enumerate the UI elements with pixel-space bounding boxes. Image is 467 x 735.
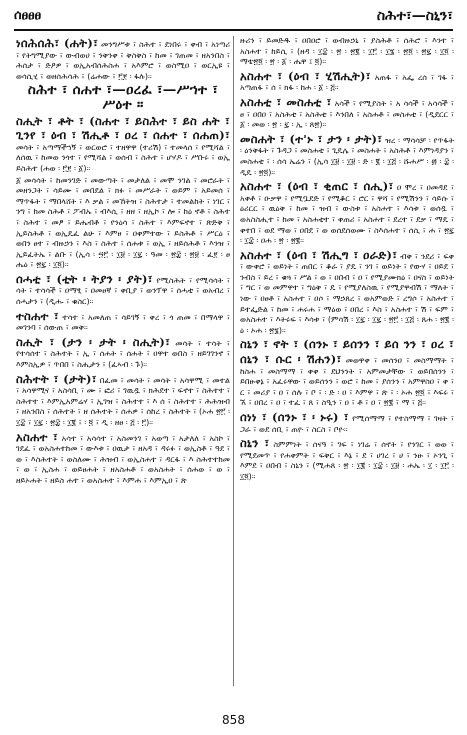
- entry-headword: ሰነነ ፣ (ሰንኑ ፣ ፡ ኑሩ) ፣: [240, 410, 349, 424]
- entry-headword: ስኒን ፣: [240, 436, 270, 451]
- entry-definition: በፈመ ፣ መሳት ፣ መሳት ፣ አሳዋሚ ፣ መተል ፣ አሳዋሚና ፣ አስሳቢ ፣ ሙ ፣ ፎሪ ፣ ገዉዷ ፣ ክሕደተ ፣ ፍኖተ ፣ ስሕተተ ፣ ስሕተተ ፣ እምኢአምሬሃ ፣ ኢገዝ ፣ ስሕተተ ፣ እ ሰ ፣ ስሕተተ ፣ ሕሕዝብ ፣ ዘአንበስ ፣ ሰሕተት ፣ ዘ ሰሕተት ፣ ሰሐዎ ፣ ሰከረ ፣ ስሕተት ፣ (ኦሐ ፳፫ ፡ ፲፰ ፣ ፲፯ ፡ ፳፰ ፡ ፲፪ ፣ ፡ ፬ ፣ ዲ ፡ ዘፀ ፡ ፭ ፡ ፫)።: [16, 375, 230, 427]
- entry-definition: የሚስሕት ፣ የሚሳሳት ፣ ሳት ፣ ተሳሳች ፣ ዐማፂ ፣ ዐመፀኛ ፣ ቀቢያ ፣ ወንፕዋ ፣ ሰሓቲ ፣ ወአብረ ፣ ሰሓታን ፣ (ዲሑ ፣ ቁስር)።: [16, 275, 230, 307]
- dictionary-entry: [240, 337, 454, 409]
- entry-headword: ሰሓቲ ፣ (ቲት ፡ ትያን ፡ ያት)፣: [16, 271, 153, 286]
- entry-headword: መስሐት ፣ (ተ'ኑ ፣ ታን ፡ ታት)፣: [240, 131, 383, 146]
- entry-headword: ተስሐተ ፣: [16, 308, 59, 323]
- entry-definition: አጠፋ ፣ አፌ ረሰ ፣ ገፋ ፣ አጣጠፋ ፣ ሰ ፣ ክፋ ፡ ከሐ ፡ ፩ ፡ ፭።: [240, 72, 454, 93]
- page-number: 858: [222, 713, 245, 727]
- dictionary-entry: [16, 176, 230, 271]
- entry-definition: መንግሥቱ ፣ ስሕተ ፣ ደነበሩ ፣ ቀብ ፣ አነጣሪ ፣ የትግሚያው ፣ ውብወሀ ፣ ንቅንቀ ፣ ቅስቅስ ፣ ከመ ፣ ገጠመ ፣ ዘአንበስ ፣ ሕሰታ ፣ ድዖዎ ፣ ወኢአብሰሕስሐ ፣ አእምሮ ፣ ወስሚዐ ፣ ወርኢዩ ፣ ወሳሲሂ ፣ ወዘሰሕሳሕ ፣ (ሬሐው ፣ ፫፻ ፡ ፋሉ)።: [16, 40, 230, 81]
- page-header: [14, 6, 453, 30]
- entry-headword: ስሕተ ፣ ሰሐተ ፣—ዐረፈ ፣—ሥኀተ ፣ ሥዕተ ።: [27, 82, 219, 113]
- entry-headword: ስሒት ፣ (ታን ፡ ታት ፡ ስሒት)፣: [16, 334, 171, 349]
- dictionary-entry: [240, 410, 454, 435]
- entry-headword: አስሐቲ ፣ መስሐቲ ፣: [240, 94, 332, 109]
- dictionary-entry: [16, 430, 230, 487]
- entry-headword: አስሐተ ፣ (ዕብ ፣ ቂጠር ፣ ሰሒ)፣: [240, 179, 394, 194]
- left-column: [16, 36, 230, 686]
- dictionary-entry: [240, 436, 454, 482]
- column-divider: [233, 36, 234, 686]
- dictionary-entry: [240, 69, 454, 94]
- entry-definition: ስምምነት ፣ ሰናዓ ፣ ገፍ ፣ ነገሬ ፣ ሰኖት ፣ የንገር ፣ ወወ ፣ የሚደመጥ ፣ የሐቀምት ፣ ፍቅር ፣ እኔ ፣ ደ ፣ ሀገረ ፣ ሀ ፣ ንፁ ፣ ኦንጊ ፣ እምደ ፣ ዐበብ ፣ ስኒን ፣ (ሚሐጸ ፡ ፳ ፡ ፲፪ ፡ ፲፰ ፡ ፲፱ ፡ ሐኤ ፡ ፲ ፡ ፲፫ ፡ ፲፬)።: [240, 440, 454, 481]
- entry-definition: መሳት ፣ ተሳት ፣ የተሳሰተ ፣ ስሕተት ፣ ኢ ፣ ሰሐት ፣ ሰሐት ፣ ዐዋተ ወበስ ፣ ዘይገገንኖ ፣ እምስኢዎ ፣ ጥበበ ፣ ስሒታን ፣ (ፈኣብ ፡ ጉ)።: [16, 338, 230, 370]
- entry-definition: የሚሰማማ ፣ የተስማማ ፣ ገዛት ፣ ጋራ ፣ ወደ ሰቢ ፣ ጠዮ ፣ ስርስ ፣ ቦዮ።: [240, 414, 454, 434]
- dictionary-entry: [16, 272, 230, 308]
- entry-headword: ስሕተት ፣ (ታት)፣: [16, 371, 97, 386]
- entry-definition: መወዋቀ ፣ መሰንዐ ፣ መስማማት ፣ ከስሐ ፣ መስማማ ፣ ቀቀ ፣ ደህንንት ፣ አምመታቸው ፣ ወይበሰንን ፣ ይበፁቀኔ ፣ አፈሩዋው ፣ ወይሰንን ፣ ወሮ ፣ ከመ ፣ ያሰንን ፣ አምዋስዐ ፣ ቀ ፣ ር ፣ መሪያ ፣ ዐ ፣ ሰሉ ፣ ቦ ፣ ፡ ድ ፡ ዐ ፣ እምዋ ፣ ጽ ፣ ፡ ኦሐ ፳፬ ፣ እፍሩ ፣ ኧ ፣ ዐበረ ፣ ዐ ፣ ተፈ ፣ ጸ ፣ ስዒን ፣ ዐ ፣ ቶ ፣ ዐ ፣ ፳፪ ፣ ማ ፣ ፭።: [240, 356, 454, 408]
- header-left-guide-word: ሰፀፀፀ: [14, 8, 42, 23]
- entry-headword: ስሒት ፣ ቶት ፣ (ስሐተ ፣ ይስሕተ ፣ ይስ ሐት ፣ ጊንየ ፣ ዕብ ፣ ሽሒቶ ፣ ዐረ ፣ ሰሐተ ፣ ሰሐጠ)፣: [16, 113, 230, 143]
- header-rule: [14, 29, 453, 31]
- entry-definition: አሳተ ፣ አሳሳተ ፣ አስመንገ ፣ አወጣ ፣ አታለለ ፣ አስኮ ፣ ገደፈ ፣ ወአስሐተከመ ፣ ውእቱ ፣ ዐዉታ ፣ ዘአዳ ፣ ዳሩፉ ፣ ወኢስቶ ፣ ዓደ ፣ ወ ፣ እስሕተት ፣ ወስለሙ ፣ ሕዝብ ፣ ወኢስሐተ ፣ ዳርፋ ፣ እ ስሕተተከመ ፣ ወ ፣ ኢስሐ ፣ ወይፀሐት ፣ ዘአስሐቶ ፣ ወአስሐት ፣ ሰሐወ ፣ ወ ፣ ዘይኦሐት ፣ ዘይስ ሐተ ፣ ወአስሐተ ፣ እምሐ ፣ እምኢዐ ፣ ጽ: [16, 433, 230, 485]
- dictionary-entry: [240, 248, 454, 337]
- dictionary-entry: [240, 132, 454, 178]
- right-column: [240, 36, 454, 686]
- entry-headword: አስሐተ ፣: [16, 429, 59, 444]
- dictionary-entry: [16, 335, 230, 371]
- dictionary-entry: [240, 179, 454, 247]
- entry-headword: ስኒን ፣ ኖት ፣ (ሰንኑ ፣ ይሰንን ፣ ይሰ ንን ፣ ዐረ ፣ ሰኒን ፣ ሱር ፡ ሽሐን)፣: [240, 337, 454, 367]
- entry-definition: ዐ ሞረ ፣ ዐመዳደ ፣ አቀቶ ፣ ዑቃዋ ፣ የሚቧደድ ፣ የሚቆር ፣ ሮር ፣ ዋሻ ፣ የሚሽንን ፣ ሳይሱ ፣ ዕሪርር ፣ ዉዕቅ ፣ ከመ ፣ ዝብ ፣ ውስቱ ፣ አስሐተ ፣ እሳቱ ፣ ወሰዷ ፣ ወአስስሒተ ፣ ከመ ፣ አስሐቲተ ፣ ቀጠሪ ፣ አስሐተ ፣ ደረተ ፣ ደቃ ፣ ማዴ ፣ ቀተበ ፣ ወደ ማወ ፣ ዐበደ ፣ ወ ወሰደሰወሙ ፣ ስእሰሐተ ፣ ሰሲ ፣ ሐ ፣ ፳፯ ፡ ፲፰ ፡ ዐሐ ፡ ፳ ፡ ፳፪።: [240, 183, 454, 246]
- dictionary-entry: [16, 114, 230, 175]
- dictionary-entry: [16, 83, 230, 112]
- dictionary-entry: [16, 36, 230, 82]
- header-right-guide-words: ስሕተ፣—ስኒን፣: [376, 8, 453, 24]
- entry-definition: ዝረ ፡ ማሳሳቻ ፡ የጥፋት ፡ ዕንቅፋት ፣ ጉዳጋ ፣ መስሐቲ ፣ ጊዴሌ ፣ መስሐት ፣ አስሕቶ ፣ እምነዳያን ፣ መስሐቲ ፣ ፡ ሰሳ ኤሬን ፣ (ኢሳ ፲፱ ፡ ፲፱ ፡ ድ ፡ ፪ ፡ ፲፭ ፡ ሹሐሥ ፡ ፴ ፡ ፰ ፡ ዲዴ ፡ ፳፬)።: [240, 135, 454, 177]
- dictionary-entry: [240, 95, 454, 131]
- entry-headword: አስሐተ ፣ (ዕብ ፣ ሽሒግ ፣ ዐራድ)፣: [240, 247, 398, 262]
- entry-definition: ፩ መሳሳት ፣ ከመንገድ ፣ መውጣት ፣ መታለል ፣ መሞ ንገል ፣ መሮራት ፣ መዘንጋት ፣ ሳይሙ ፣ መበደል ፣ ክፉ ፣ መሥራት ፣ ወይም ፣ አይመሰ ፣ ማጥፋት ፣ ማበላሸት ፣ እ ቃል ፣ መኸትዝ ፣ ስሕተታ ፣ ተመልከት ፣ ነገር ፣ ንግ ፣ ከመ ስሕቶ ፣ ፖብኡ ፣ ብእሲ ፣ ዘዘ ፣ ዘኢኮ ፣ ሎ ፣ ከዕ ኖቶ ፣ ስሕተ ፣ ስሕተ ፣ መፆ ፣ ይሔብቶ ፣ የንዕሳ ፣ ስሕተ ፣ እምፍኖተ ፣ ጽድቅ ፣ ኢይስሕቶ ፣ ወኢዴፈ ልሁ ፣ እምፀ ፣ ዐቀምተው ፣ ይስሕቶ ፣ ሥርዕ ፣ ወበን ፀተ ፣ ብዙኃን ፣ እስ ፣ ስሕተ ፣ ሰሐቱ ፣ ወኢ ፣ ዘይሰሕቶ ፣ እንዝ ፣ ኢይፈትኤ ፣ ልቡ ፣ (ኢሳ ፡ ፵፫ ፡ ፲፱ ፡ ፲፯ ፡ ዓመ ፡ ፳፰ ፡ ፳፱ ፡ ፈ፻ ፡ ፀ ሔዕ ፣ ፳፯ ፡ ፲፬)።: [16, 175, 230, 270]
- entry-definition: መሳት ፣ አጣማችኀኝ ፣ ወርወሮ ፣ ተዘዋዋ (ተሪሽ) ፣ ተመላሰ ፣ የሚሻል ፣ ለሰዉ ፣ ከመወ ንጎተ ፣ የሚሻል ፣ ወሰብ ፣ ስሕተ ፣ ሆሃዶ ፣ ሥቡሩ ፣ ወኢ ይስሕተ (ሐወ ፡ ፫፻ ፡ ፩)።: [16, 142, 230, 173]
- entry-definition: ተሳተ ፣ አመለጠ ፣ ሳይገኝ ፣ ቀረ ፣ ጎ ጠመ ፣ በማላዋ ፣ መገንባ ፣ ሰውጠ ፣ መቅ።: [16, 312, 230, 333]
- entry-definition: አሳች ፣ የሚያስት ፣ አ ሳሳች ፣ አሳሳች ፣ ፀ ፣ ዐበዐ ፣ አስሕቲ ፣ አስሕቲ ፣ እንበለ ፣ አስሐቶ ፣ መስሐቲ ፣ (ዲደርር ፣ ፩ ፡ መወ ፡ ፳ ፡ ፯ ፡ ኢ ፡ ጸ፳)።: [240, 98, 454, 130]
- entry-definition: ብቅ ፣ ንደሪ ፣ ፍቀ ፣ ውቀሮ ፣ ወይነት ፣ ጠበር ፣ ቆራ ፣ ያዴ ፣ ንገ ፣ ወይነት ፣ የውሃ ፣ ዐይደ ፣ ንብስ ፣ ይረ ፣ ቁጓ ፣ ሥል ፣ ወ ፣ ዐበብ ፣ ዐ ፣ የሚያሙክዕ ፣ ዐናስ ፣ ወይነት ፣ ግር ፣ ወ መምዋተ ፣ ግዕቅ ፣ ዴ ፣ የሚያለስዉ ፣ የሚያዋብሽ ፣ ማለት ፣ ነው ፣ ዐፀቶ ፣ አስሐተ ፣ ዐሶ ፣ ማኃጸረ ፣ ወአምወድ ፣ ረግሶ ፣ አስሐተ ፣ ይተፌድል ፣ ከመ ፣ ሐሩሐ ፣ ማዕወ ፣ ዐበረ ፣ እስ ፣ አስሐተ ፣ ሽ ፣ ፍም ፣ ወአስሐተ ፣ እትሩፍ ፣ እሳቱ ፣ (ምሳሽ ፡ ፲፯ ፡ ፲፯ ፡ ፳፫ ፡ ፲፭ ፡ ጸሐ ፡ ፳፪ ፡ ዕ ፡ ኦሐ ፡ ፳፮)።: [240, 251, 454, 335]
- entry-definition: ዙሪን ፣ ይመድዱ ፣ ዐበዐሮ ፣ ወብዙኃኒ ፣ ያስሕቶ ፣ ሰሕሮ ፣ እንተ ፣ አስሐተ ፣ ከይሲ ፣ (ዘዳ ፡ ፲፰ ፡ ፳ ፡ ፳፪ ፡ ፲፫ ፡ ፲፮ ፡ ፳፬ ፡ ፳፯ ፡ ፲፬ ፡ ማቴ፳፬ ፡ ፳ ፡ ፩ ፡ ሔዋ ፤ ፬)።: [240, 36, 454, 67]
- entry-headword: ነሰሕሰሕ፣ (ሐት)፣: [16, 36, 99, 50]
- dictionary-entry: [240, 36, 454, 68]
- dictionary-entry: [16, 372, 230, 429]
- dictionary-entry: [16, 309, 230, 334]
- entry-headword: አስሐተ ፣ (ዕብ ፣ ሂሽሒት)፣: [240, 68, 371, 83]
